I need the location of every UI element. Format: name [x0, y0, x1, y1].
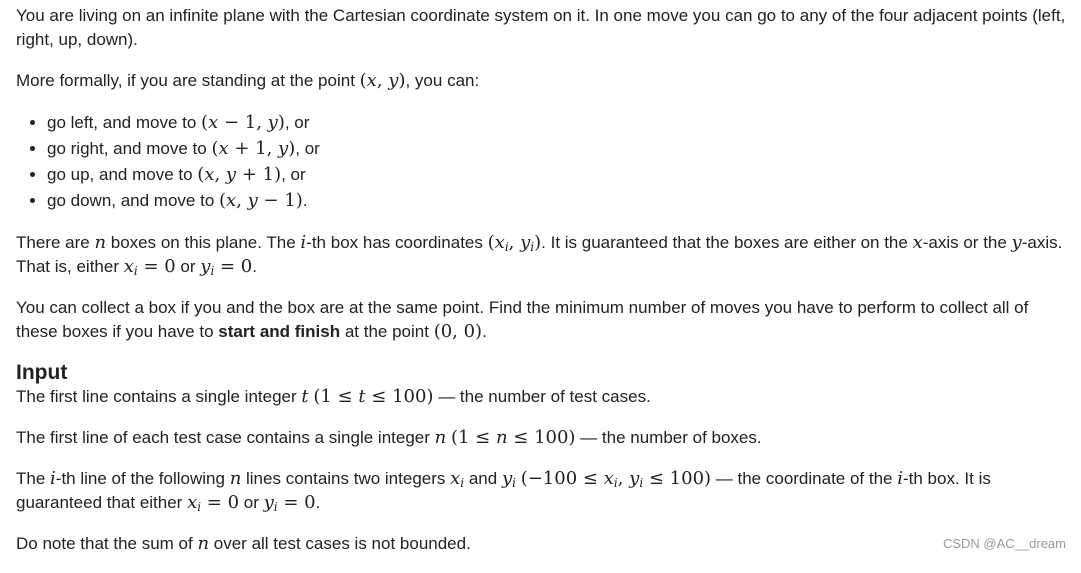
math-n-range: (1 ≤ n ≤ 100) — [450, 427, 576, 448]
formal-paragraph — [16, 69, 1071, 93]
boxes-paragraph: There are n boxes on this plane. The i-th box has coordinates ($x_i$, $y_i$). It is guaranteed that the boxes are either on the x-axis or the y-axis. That is, either $x_i = 0$ or $y_i = 0$. — [16, 232, 1063, 278]
input-line-n: The first line of each test case contains a single integer n (1 ≤ n ≤ 100) — the number of boxes. — [16, 427, 762, 448]
math-origin: (0, 0) — [433, 321, 483, 342]
input-section-title: Input — [16, 361, 68, 384]
math-down: (x, y − 1) — [219, 190, 303, 211]
formal-text: More formally, if you are standing at the point — [16, 71, 360, 90]
move-item-right: • go right, and move to (x + 1, y), or — [47, 136, 1071, 162]
math-up: (x, y + 1) — [197, 164, 282, 185]
move-item-left: • go left, and move to (x − 1, y), or — [47, 110, 1071, 136]
math-n: n — [94, 232, 107, 253]
math-y-axis: y — [1011, 232, 1022, 253]
input-line-t: The first line contains a single integer t (1 ≤ t ≤ 100) — the number of test cases. — [16, 386, 651, 407]
math-yi-zero-2: $y_i = 0$ — [263, 492, 316, 514]
math-yi-zero: $y_i = 0$ — [200, 256, 253, 278]
math-box-coord: ($x_i$, $y_i$) — [487, 232, 542, 254]
math-t-range: (1 ≤ t ≤ 100) — [313, 386, 434, 407]
math-x-axis: x — [912, 232, 923, 253]
move-item-up: • go up, and move to (x, y + 1), or — [47, 162, 1071, 188]
moves-list — [16, 110, 1071, 214]
math-t: t — [301, 386, 309, 407]
math-n-lines: n — [229, 468, 242, 489]
math-xi: $x_i$ — [450, 468, 465, 490]
math-yi: $y_i$ — [501, 468, 516, 490]
math-xi-zero: $x_i = 0$ — [123, 256, 176, 278]
math-point: (x, y) — [359, 70, 406, 91]
math-coord-range: ($-100 \le x_i$, $y_i \le 100$) — [520, 468, 712, 490]
collect-paragraph: You can collect a box if you and the box are at the same point. Find the minimum number of moves you have to perform to collect all of these boxes if you have to start and finish at the point (0, 0). — [16, 298, 1029, 342]
problem-statement — [16, 4, 1071, 573]
math-left: (x − 1, y) — [201, 112, 285, 133]
input-line-note: Do note that the sum of n over all test cases is not bounded. — [16, 533, 471, 554]
csdn-watermark: CSDN @AC__dream — [942, 536, 1066, 551]
math-n-var: n — [434, 427, 447, 448]
bold-start-finish: start and finish — [218, 322, 341, 341]
formal-text-end: , you can: — [405, 71, 480, 90]
math-i: i — [300, 232, 307, 253]
math-i-box: i — [897, 468, 903, 489]
input-line-coords: The i-th line of the following n lines contains two integers $x_i$ and $y_i$ ($-100 \le x_i$, $y_i \le 100$) — the coordinate of the i-th box. It is guaranteed that either $x_i = 0$ or $y_i = 0$. — [16, 468, 991, 514]
math-n-sum: n — [197, 533, 210, 554]
math-i-line: i — [50, 468, 56, 489]
move-item-down: • go down, and move to (x, y − 1). — [47, 188, 1071, 214]
math-xi-zero-2: $x_i = 0$ — [187, 492, 240, 514]
math-right: (x + 1, y) — [211, 138, 296, 159]
intro-paragraph: You are living on an infinite plane with the Cartesian coordinate system on it. In one move you can go to any of the four adjacent points (left, right, up, down). — [16, 6, 1066, 49]
